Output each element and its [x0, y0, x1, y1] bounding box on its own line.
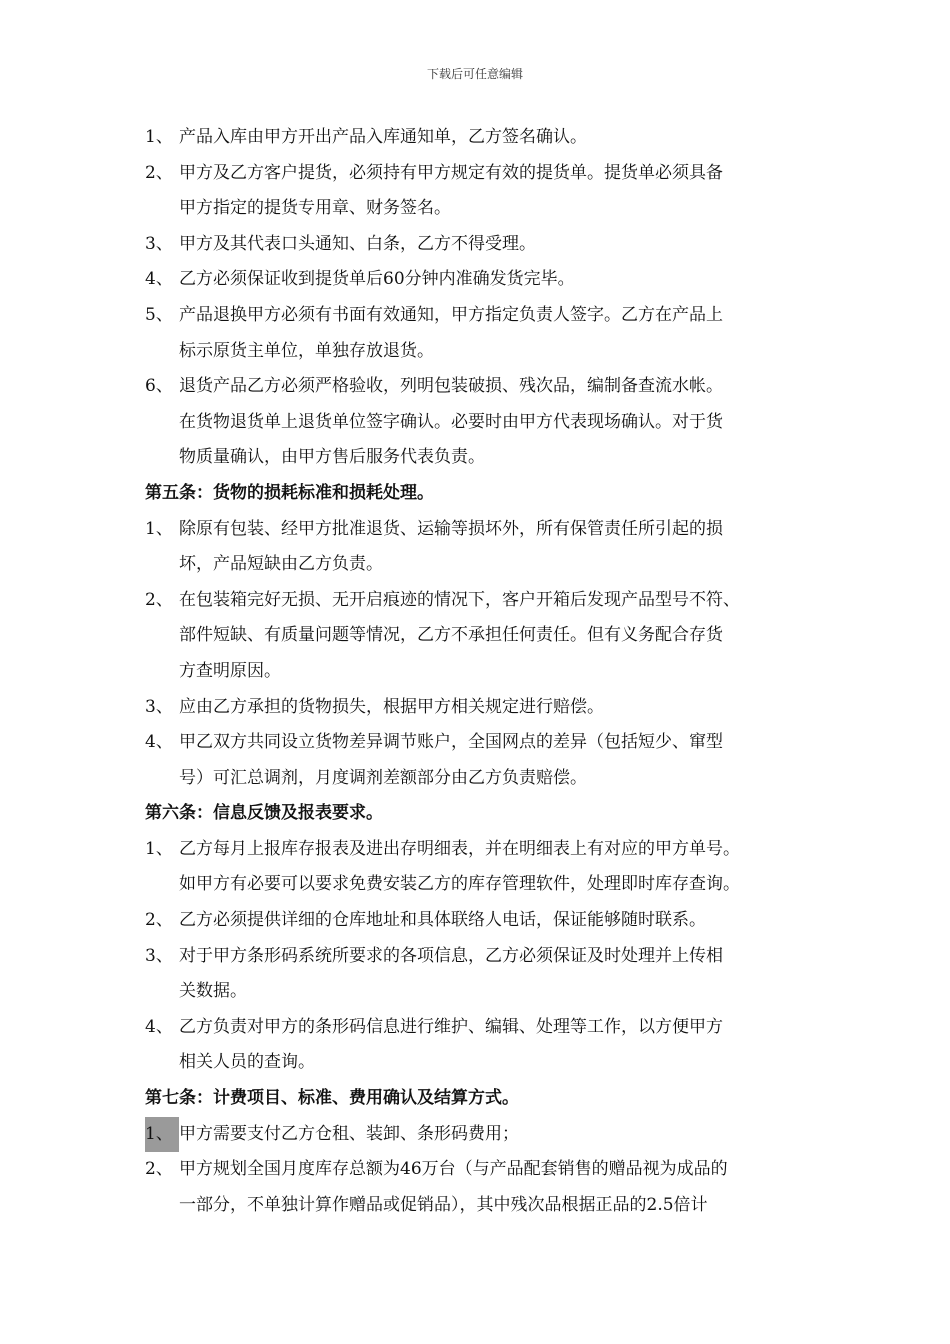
item-number: 1、	[145, 518, 173, 539]
item-text: 乙方必须保证收到提货单后60分钟内准确发货完毕。	[179, 269, 575, 290]
item-number-highlighted: 1、	[145, 1117, 179, 1153]
item-text: 甲方需要支付乙方仓租、装卸、条形码费用；	[179, 1123, 519, 1144]
list-item	[145, 120, 825, 156]
item-text: 乙方必须提供详细的仓库地址和具体联络人电话，保证能够随时联系。	[179, 910, 706, 931]
item-text-continued: 坏，产品短缺由乙方负责。	[179, 554, 383, 575]
item-number: 2、	[145, 910, 173, 931]
item-number: 2、	[145, 589, 173, 610]
item-number: 3、	[145, 696, 173, 717]
item-text-continued: 物质量确认，由甲方售后服务代表负责。	[179, 447, 485, 468]
section-heading: 第六条：信息反馈及报表要求。	[145, 803, 383, 824]
item-number: 3、	[145, 233, 173, 254]
item-text-continued: 关数据。	[179, 981, 247, 1002]
item-text: 乙方每月上报库存报表及进出存明细表，并在明细表上有对应的甲方单号。	[179, 838, 740, 859]
item-number: 5、	[145, 304, 173, 325]
list-item	[145, 1152, 825, 1223]
item-number: 2、	[145, 1159, 173, 1180]
list-item	[145, 156, 825, 227]
list-item	[145, 262, 825, 298]
item-text: 除原有包装、经甲方批准退货、运输等损坏外，所有保管责任所引起的损	[179, 518, 723, 539]
list-item	[145, 939, 825, 1010]
list-item	[145, 903, 825, 939]
item-text-continued: 标示原货主单位，单独存放退货。	[179, 340, 434, 361]
item-text-continued: 方查明原因。	[179, 660, 281, 681]
item-number: 4、	[145, 269, 173, 290]
document-body	[145, 120, 825, 1223]
item-number: 2、	[145, 162, 173, 183]
list-item	[145, 369, 825, 476]
item-text: 甲方及其代表口头通知、白条，乙方不得受理。	[179, 233, 536, 254]
header-note: 下载后可任意编辑	[426, 67, 523, 81]
list-item	[145, 725, 825, 796]
item-text-continued: 相关人员的查询。	[179, 1052, 315, 1073]
item-text: 甲方规划全国月度库存总额为46万台（与产品配套销售的赠品视为成品的	[179, 1159, 728, 1180]
list-item	[145, 583, 825, 690]
section-heading: 第五条：货物的损耗标准和损耗处理。	[145, 482, 434, 503]
item-text: 甲乙双方共同设立货物差异调节账户，全国网点的差异（包括短少、窜型	[179, 732, 723, 753]
list-item	[145, 1117, 825, 1153]
list-item	[145, 1010, 825, 1081]
item-text: 在包装箱完好无损、无开启痕迹的情况下，客户开箱后发现产品型号不符、	[179, 589, 740, 610]
list-item	[145, 298, 825, 369]
item-text-continued: 如甲方有必要可以要求免费安装乙方的库存管理软件，处理即时库存查询。	[179, 874, 740, 895]
section-heading: 第七条：计费项目、标准、费用确认及结算方式。	[145, 1088, 519, 1109]
item-text: 产品退换甲方必须有书面有效通知，甲方指定负责人签字。乙方在产品上	[179, 304, 723, 325]
item-text: 退货产品乙方必须严格验收，列明包装破损、残次品，编制备查流水帐。	[179, 376, 723, 397]
item-text: 乙方负责对甲方的条形码信息进行维护、编辑、处理等工作，以方便甲方	[179, 1016, 723, 1037]
list-item	[145, 690, 825, 726]
item-text-continued: 一部分，不单独计算作赠品或促销品），其中残次品根据正品的2.5倍计	[179, 1194, 708, 1215]
item-number: 6、	[145, 376, 173, 397]
item-number: 1、	[145, 838, 173, 859]
list-item	[145, 832, 825, 903]
item-number: 3、	[145, 945, 173, 966]
item-text-continued: 号）可汇总调剂，月度调剂差额部分由乙方负责赔偿。	[179, 767, 587, 788]
item-text: 甲方及乙方客户提货，必须持有甲方规定有效的提货单。提货单必须具备	[179, 162, 723, 183]
list-item	[145, 512, 825, 583]
item-text-continued: 部件短缺、有质量问题等情况，乙方不承担任何责任。但有义务配合存货	[179, 625, 723, 646]
item-text: 对于甲方条形码系统所要求的各项信息，乙方必须保证及时处理并上传相	[179, 945, 723, 966]
item-text-continued: 甲方指定的提货专用章、财务签名。	[179, 198, 451, 219]
list-item	[145, 227, 825, 263]
item-text-continued: 在货物退货单上退货单位签字确认。必要时由甲方代表现场确认。对于货	[179, 411, 723, 432]
item-text: 应由乙方承担的货物损失，根据甲方相关规定进行赔偿。	[179, 696, 604, 717]
item-number: 4、	[145, 1016, 173, 1037]
item-number: 1、	[145, 127, 173, 147]
item-text: 产品入库由甲方开出产品入库通知单，乙方签名确认。	[179, 127, 587, 147]
item-number: 4、	[145, 732, 173, 753]
